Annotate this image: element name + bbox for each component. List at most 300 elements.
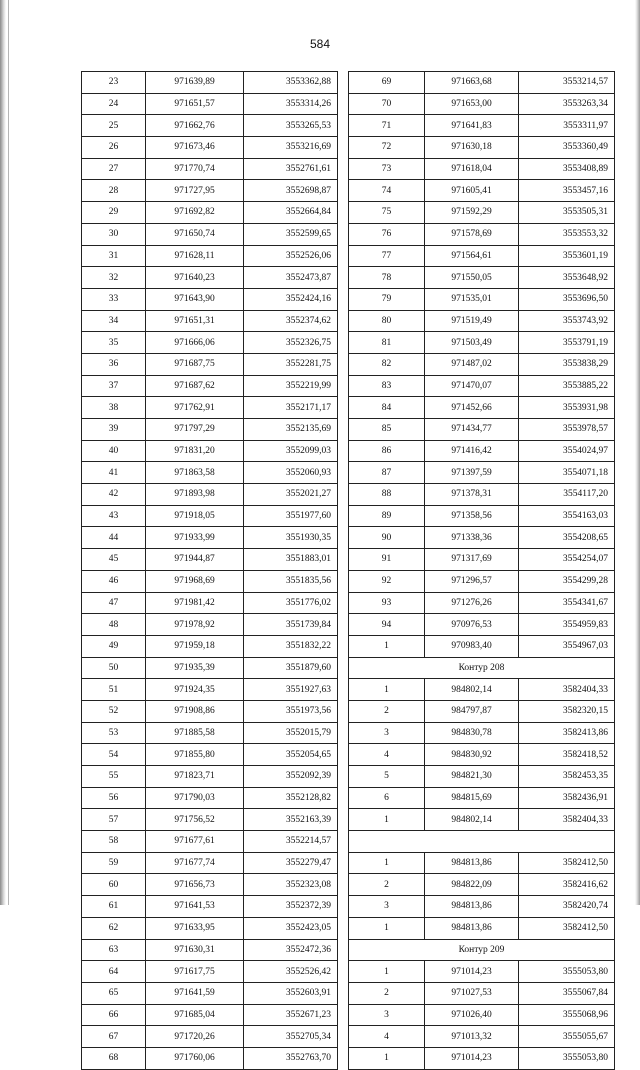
x-coordinate-cell: 971338,36 — [425, 527, 519, 549]
table-row — [349, 1026, 615, 1048]
x-coordinate-cell: 984821,30 — [425, 766, 519, 788]
x-coordinate-cell: 971893,98 — [146, 484, 244, 506]
table-row — [82, 137, 338, 159]
table-row — [349, 375, 615, 397]
table-row — [82, 700, 338, 722]
x-coordinate-cell: 971663,68 — [425, 72, 519, 94]
table-row — [349, 245, 615, 267]
blank-cell — [349, 831, 615, 853]
x-coordinate-cell: 971760,06 — [146, 1047, 244, 1069]
y-coordinate-cell: 3552163,39 — [244, 809, 338, 831]
x-coordinate-cell: 971944,87 — [146, 549, 244, 571]
point-number-cell: 67 — [82, 1026, 146, 1048]
y-coordinate-cell: 3551776,02 — [244, 592, 338, 614]
point-number-cell: 31 — [82, 245, 146, 267]
table-row — [82, 115, 338, 137]
point-number-cell: 5 — [349, 766, 425, 788]
x-coordinate-cell: 971677,61 — [146, 831, 244, 853]
point-number-cell: 2 — [349, 700, 425, 722]
point-number-cell: 39 — [82, 419, 146, 441]
point-number-cell: 47 — [82, 592, 146, 614]
x-coordinate-cell: 971727,95 — [146, 180, 244, 202]
table-row — [82, 722, 338, 744]
y-coordinate-cell: 3552128,82 — [244, 787, 338, 809]
x-coordinate-cell: 971662,76 — [146, 115, 244, 137]
table-row — [82, 375, 338, 397]
x-coordinate-cell: 971013,32 — [425, 1026, 519, 1048]
x-coordinate-cell: 971416,42 — [425, 440, 519, 462]
point-number-cell: 91 — [349, 549, 425, 571]
table-row — [82, 831, 338, 853]
table-row — [349, 223, 615, 245]
y-coordinate-cell: 3552281,75 — [244, 353, 338, 375]
x-coordinate-cell: 971797,29 — [146, 419, 244, 441]
y-coordinate-cell: 3553408,89 — [519, 158, 615, 180]
point-number-cell: 87 — [349, 462, 425, 484]
point-number-cell: 32 — [82, 267, 146, 289]
point-number-cell: 65 — [82, 982, 146, 1004]
x-coordinate-cell: 971770,74 — [146, 158, 244, 180]
y-coordinate-cell: 3553216,69 — [244, 137, 338, 159]
table-row — [349, 332, 615, 354]
x-coordinate-cell: 984822,09 — [425, 874, 519, 896]
y-coordinate-cell: 3552279,47 — [244, 852, 338, 874]
table-row — [82, 419, 338, 441]
x-coordinate-cell: 971317,69 — [425, 549, 519, 571]
y-coordinate-cell: 3582418,52 — [519, 744, 615, 766]
point-number-cell: 76 — [349, 223, 425, 245]
x-coordinate-cell: 984813,86 — [425, 896, 519, 918]
x-coordinate-cell: 971276,26 — [425, 592, 519, 614]
point-number-cell: 82 — [349, 353, 425, 375]
table-row — [349, 505, 615, 527]
table-row — [82, 657, 338, 679]
table-row — [349, 961, 615, 983]
x-coordinate-cell: 971617,75 — [146, 961, 244, 983]
y-coordinate-cell: 3553791,19 — [519, 332, 615, 354]
y-coordinate-cell: 3551977,60 — [244, 505, 338, 527]
point-number-cell: 78 — [349, 267, 425, 289]
point-number-cell: 25 — [82, 115, 146, 137]
y-coordinate-cell: 3553314,26 — [244, 93, 338, 115]
table-row — [82, 874, 338, 896]
x-coordinate-cell: 971519,49 — [425, 310, 519, 332]
x-coordinate-cell: 984802,14 — [425, 679, 519, 701]
y-coordinate-cell: 3552060,93 — [244, 462, 338, 484]
table-row — [349, 180, 615, 202]
x-coordinate-cell: 971641,59 — [146, 982, 244, 1004]
y-coordinate-cell: 3553743,92 — [519, 310, 615, 332]
point-number-cell: 3 — [349, 896, 425, 918]
point-number-cell: 57 — [82, 809, 146, 831]
x-coordinate-cell: 971651,57 — [146, 93, 244, 115]
table-row — [349, 744, 615, 766]
y-coordinate-cell: 3553362,88 — [244, 72, 338, 94]
x-coordinate-cell: 984813,86 — [425, 852, 519, 874]
contour-title: Контур 208 — [349, 657, 615, 679]
x-coordinate-cell: 971924,35 — [146, 679, 244, 701]
point-number-cell: 36 — [82, 353, 146, 375]
x-coordinate-cell: 971630,18 — [425, 137, 519, 159]
point-number-cell: 1 — [349, 679, 425, 701]
x-coordinate-cell: 971885,58 — [146, 722, 244, 744]
point-number-cell: 33 — [82, 288, 146, 310]
point-number-cell: 43 — [82, 505, 146, 527]
point-number-cell: 86 — [349, 440, 425, 462]
table-row — [82, 1026, 338, 1048]
point-number-cell: 3 — [349, 722, 425, 744]
y-coordinate-cell: 3582420,74 — [519, 896, 615, 918]
y-coordinate-cell: 3554024,97 — [519, 440, 615, 462]
x-coordinate-cell: 971640,23 — [146, 267, 244, 289]
y-coordinate-cell: 3553311,97 — [519, 115, 615, 137]
table-row — [82, 896, 338, 918]
point-number-cell: 75 — [349, 202, 425, 224]
y-coordinate-cell: 3551930,35 — [244, 527, 338, 549]
table-row — [82, 809, 338, 831]
point-number-cell: 35 — [82, 332, 146, 354]
point-number-cell: 27 — [82, 158, 146, 180]
y-coordinate-cell: 3553214,57 — [519, 72, 615, 94]
point-number-cell: 61 — [82, 896, 146, 918]
point-number-cell: 2 — [349, 982, 425, 1004]
point-number-cell: 24 — [82, 93, 146, 115]
y-coordinate-cell: 3554208,65 — [519, 527, 615, 549]
table-row — [82, 72, 338, 94]
x-coordinate-cell: 984830,78 — [425, 722, 519, 744]
y-coordinate-cell: 3552472,36 — [244, 939, 338, 961]
x-coordinate-cell: 971933,99 — [146, 527, 244, 549]
y-coordinate-cell: 3552603,91 — [244, 982, 338, 1004]
x-coordinate-cell: 971027,53 — [425, 982, 519, 1004]
y-coordinate-cell: 3553931,98 — [519, 397, 615, 419]
point-number-cell: 2 — [349, 874, 425, 896]
y-coordinate-cell: 3552423,05 — [244, 917, 338, 939]
y-coordinate-cell: 3551883,01 — [244, 549, 338, 571]
table-row — [349, 440, 615, 462]
point-number-cell: 83 — [349, 375, 425, 397]
y-coordinate-cell: 3552473,87 — [244, 267, 338, 289]
y-coordinate-cell: 3553696,50 — [519, 288, 615, 310]
point-number-cell: 84 — [349, 397, 425, 419]
y-coordinate-cell: 3551927,63 — [244, 679, 338, 701]
y-coordinate-cell: 3555067,84 — [519, 982, 615, 1004]
table-row — [349, 874, 615, 896]
y-coordinate-cell: 3553838,29 — [519, 353, 615, 375]
point-number-cell: 1 — [349, 1047, 425, 1069]
point-number-cell: 66 — [82, 1004, 146, 1026]
table-row — [82, 679, 338, 701]
y-coordinate-cell: 3552326,75 — [244, 332, 338, 354]
x-coordinate-cell: 971014,23 — [425, 1047, 519, 1069]
table-row — [82, 440, 338, 462]
table-row — [349, 115, 615, 137]
table-row — [82, 288, 338, 310]
y-coordinate-cell: 3551739,84 — [244, 614, 338, 636]
y-coordinate-cell: 3582320,15 — [519, 700, 615, 722]
x-coordinate-cell: 971470,07 — [425, 375, 519, 397]
x-coordinate-cell: 984815,69 — [425, 787, 519, 809]
y-coordinate-cell: 3554341,67 — [519, 592, 615, 614]
y-coordinate-cell: 3551879,60 — [244, 657, 338, 679]
x-coordinate-cell: 971651,31 — [146, 310, 244, 332]
table-row — [82, 505, 338, 527]
y-coordinate-cell: 3555068,96 — [519, 1004, 615, 1026]
contour-header-row — [349, 939, 615, 961]
table-row — [349, 527, 615, 549]
y-coordinate-cell: 3553601,19 — [519, 245, 615, 267]
y-coordinate-cell: 3552374,62 — [244, 310, 338, 332]
x-coordinate-cell: 971628,11 — [146, 245, 244, 267]
point-number-cell: 29 — [82, 202, 146, 224]
table-row — [349, 397, 615, 419]
y-coordinate-cell: 3582404,33 — [519, 809, 615, 831]
y-coordinate-cell: 3552021,27 — [244, 484, 338, 506]
x-coordinate-cell: 971564,61 — [425, 245, 519, 267]
point-number-cell: 1 — [349, 852, 425, 874]
x-coordinate-cell: 971823,71 — [146, 766, 244, 788]
x-coordinate-cell: 971378,31 — [425, 484, 519, 506]
y-coordinate-cell: 3552671,23 — [244, 1004, 338, 1026]
table-row — [349, 635, 615, 657]
table-row — [349, 353, 615, 375]
y-coordinate-cell: 3552015,79 — [244, 722, 338, 744]
y-coordinate-cell: 3552099,03 — [244, 440, 338, 462]
table-row — [349, 722, 615, 744]
table-row — [349, 484, 615, 506]
y-coordinate-cell: 3552763,70 — [244, 1047, 338, 1069]
y-coordinate-cell: 3553978,57 — [519, 419, 615, 441]
point-number-cell: 48 — [82, 614, 146, 636]
y-coordinate-cell: 3552092,39 — [244, 766, 338, 788]
x-coordinate-cell: 971653,00 — [425, 93, 519, 115]
x-coordinate-cell: 971487,02 — [425, 353, 519, 375]
x-coordinate-cell: 971397,59 — [425, 462, 519, 484]
y-coordinate-cell: 3582453,35 — [519, 766, 615, 788]
table-row — [349, 614, 615, 636]
point-number-cell: 1 — [349, 917, 425, 939]
y-coordinate-cell: 3582413,86 — [519, 722, 615, 744]
y-coordinate-cell: 3552054,65 — [244, 744, 338, 766]
table-row — [82, 223, 338, 245]
x-coordinate-cell: 971014,23 — [425, 961, 519, 983]
x-coordinate-cell: 971978,92 — [146, 614, 244, 636]
table-row — [82, 961, 338, 983]
point-number-cell: 89 — [349, 505, 425, 527]
point-number-cell: 64 — [82, 961, 146, 983]
table-row — [349, 679, 615, 701]
x-coordinate-cell: 971790,03 — [146, 787, 244, 809]
table-row — [82, 614, 338, 636]
x-coordinate-cell: 984797,87 — [425, 700, 519, 722]
point-number-cell: 4 — [349, 1026, 425, 1048]
table-row — [349, 158, 615, 180]
table-row — [349, 288, 615, 310]
y-coordinate-cell: 3554117,20 — [519, 484, 615, 506]
page-number: 584 — [309, 37, 331, 51]
y-coordinate-cell: 3551832,22 — [244, 635, 338, 657]
point-number-cell: 60 — [82, 874, 146, 896]
x-coordinate-cell: 971296,57 — [425, 570, 519, 592]
x-coordinate-cell: 970983,40 — [425, 635, 519, 657]
y-coordinate-cell: 3582436,91 — [519, 787, 615, 809]
point-number-cell: 23 — [82, 72, 146, 94]
x-coordinate-cell: 971762,91 — [146, 397, 244, 419]
table-row — [82, 1047, 338, 1069]
table-row — [82, 527, 338, 549]
y-coordinate-cell: 3553885,22 — [519, 375, 615, 397]
y-coordinate-cell: 3553648,92 — [519, 267, 615, 289]
table-row — [82, 332, 338, 354]
x-coordinate-cell: 971831,20 — [146, 440, 244, 462]
x-coordinate-cell: 971641,83 — [425, 115, 519, 137]
point-number-cell: 69 — [349, 72, 425, 94]
table-row — [349, 809, 615, 831]
y-coordinate-cell: 3582412,50 — [519, 917, 615, 939]
point-number-cell: 90 — [349, 527, 425, 549]
x-coordinate-cell: 971550,05 — [425, 267, 519, 289]
x-coordinate-cell: 971918,05 — [146, 505, 244, 527]
table-row — [82, 180, 338, 202]
point-number-cell: 72 — [349, 137, 425, 159]
table-row — [82, 1004, 338, 1026]
point-number-cell: 59 — [82, 852, 146, 874]
table-row — [82, 158, 338, 180]
x-coordinate-cell: 984830,92 — [425, 744, 519, 766]
table-row — [349, 419, 615, 441]
y-coordinate-cell: 3553263,34 — [519, 93, 615, 115]
y-coordinate-cell: 3553265,53 — [244, 115, 338, 137]
table-row — [82, 245, 338, 267]
y-coordinate-cell: 3554959,83 — [519, 614, 615, 636]
point-number-cell: 52 — [82, 700, 146, 722]
point-number-cell: 42 — [82, 484, 146, 506]
table-row — [349, 72, 615, 94]
table-row — [349, 1047, 615, 1069]
y-coordinate-cell: 3582412,50 — [519, 852, 615, 874]
point-number-cell: 4 — [349, 744, 425, 766]
table-row — [82, 766, 338, 788]
point-number-cell: 3 — [349, 1004, 425, 1026]
y-coordinate-cell: 3554071,18 — [519, 462, 615, 484]
point-number-cell: 1 — [349, 809, 425, 831]
y-coordinate-cell: 3554967,03 — [519, 635, 615, 657]
y-coordinate-cell: 3552171,17 — [244, 397, 338, 419]
point-number-cell: 71 — [349, 115, 425, 137]
point-number-cell: 40 — [82, 440, 146, 462]
point-number-cell: 54 — [82, 744, 146, 766]
point-number-cell: 51 — [82, 679, 146, 701]
x-coordinate-cell: 971434,77 — [425, 419, 519, 441]
x-coordinate-cell: 971618,04 — [425, 158, 519, 180]
x-coordinate-cell: 971687,62 — [146, 375, 244, 397]
table-row — [349, 310, 615, 332]
table-row — [349, 982, 615, 1004]
table-row — [349, 462, 615, 484]
x-coordinate-cell: 984813,86 — [425, 917, 519, 939]
table-row — [349, 267, 615, 289]
y-coordinate-cell: 3552705,34 — [244, 1026, 338, 1048]
x-coordinate-cell: 971026,40 — [425, 1004, 519, 1026]
y-coordinate-cell: 3552372,39 — [244, 896, 338, 918]
point-number-cell: 58 — [82, 831, 146, 853]
table-row — [349, 766, 615, 788]
point-number-cell: 68 — [82, 1047, 146, 1069]
table-row — [82, 744, 338, 766]
point-number-cell: 41 — [82, 462, 146, 484]
y-coordinate-cell: 3582404,33 — [519, 679, 615, 701]
x-coordinate-cell: 971908,86 — [146, 700, 244, 722]
coordinates-table-right — [348, 71, 615, 1070]
table-row — [82, 939, 338, 961]
contour-title: Контур 209 — [349, 939, 615, 961]
x-coordinate-cell: 970976,53 — [425, 614, 519, 636]
point-number-cell: 77 — [349, 245, 425, 267]
x-coordinate-cell: 971639,89 — [146, 72, 244, 94]
point-number-cell: 74 — [349, 180, 425, 202]
point-number-cell: 92 — [349, 570, 425, 592]
point-number-cell: 94 — [349, 614, 425, 636]
y-coordinate-cell: 3553457,16 — [519, 180, 615, 202]
table-row — [349, 592, 615, 614]
x-coordinate-cell: 971687,75 — [146, 353, 244, 375]
y-coordinate-cell: 3553505,31 — [519, 202, 615, 224]
scan-right-edge — [635, 0, 640, 905]
table-row — [82, 570, 338, 592]
table-row — [82, 852, 338, 874]
point-number-cell: 34 — [82, 310, 146, 332]
x-coordinate-cell: 971650,74 — [146, 223, 244, 245]
x-coordinate-cell: 971666,06 — [146, 332, 244, 354]
point-number-cell: 56 — [82, 787, 146, 809]
table-row — [349, 202, 615, 224]
table-row — [349, 1004, 615, 1026]
table-row — [349, 570, 615, 592]
y-coordinate-cell: 3553553,32 — [519, 223, 615, 245]
table-row — [82, 397, 338, 419]
table-row — [349, 896, 615, 918]
point-number-cell: 70 — [349, 93, 425, 115]
point-number-cell: 80 — [349, 310, 425, 332]
x-coordinate-cell: 971673,46 — [146, 137, 244, 159]
point-number-cell: 1 — [349, 961, 425, 983]
y-coordinate-cell: 3552526,06 — [244, 245, 338, 267]
x-coordinate-cell: 971452,66 — [425, 397, 519, 419]
x-coordinate-cell: 971677,74 — [146, 852, 244, 874]
x-coordinate-cell: 971692,82 — [146, 202, 244, 224]
x-coordinate-cell: 971358,56 — [425, 505, 519, 527]
coordinates-table-left — [81, 71, 338, 1070]
table-row — [349, 549, 615, 571]
y-coordinate-cell: 3552664,84 — [244, 202, 338, 224]
x-coordinate-cell: 971720,26 — [146, 1026, 244, 1048]
table-row — [82, 202, 338, 224]
point-number-cell: 44 — [82, 527, 146, 549]
y-coordinate-cell: 3554163,03 — [519, 505, 615, 527]
x-coordinate-cell: 971968,69 — [146, 570, 244, 592]
scan-left-edge — [0, 0, 6, 905]
point-number-cell: 38 — [82, 397, 146, 419]
blank-row — [349, 831, 615, 853]
table-row — [349, 787, 615, 809]
table-row — [82, 592, 338, 614]
x-coordinate-cell: 971630,31 — [146, 939, 244, 961]
x-coordinate-cell: 971756,52 — [146, 809, 244, 831]
y-coordinate-cell: 3553360,49 — [519, 137, 615, 159]
y-coordinate-cell: 3552761,61 — [244, 158, 338, 180]
y-coordinate-cell: 3552698,87 — [244, 180, 338, 202]
y-coordinate-cell: 3551835,56 — [244, 570, 338, 592]
